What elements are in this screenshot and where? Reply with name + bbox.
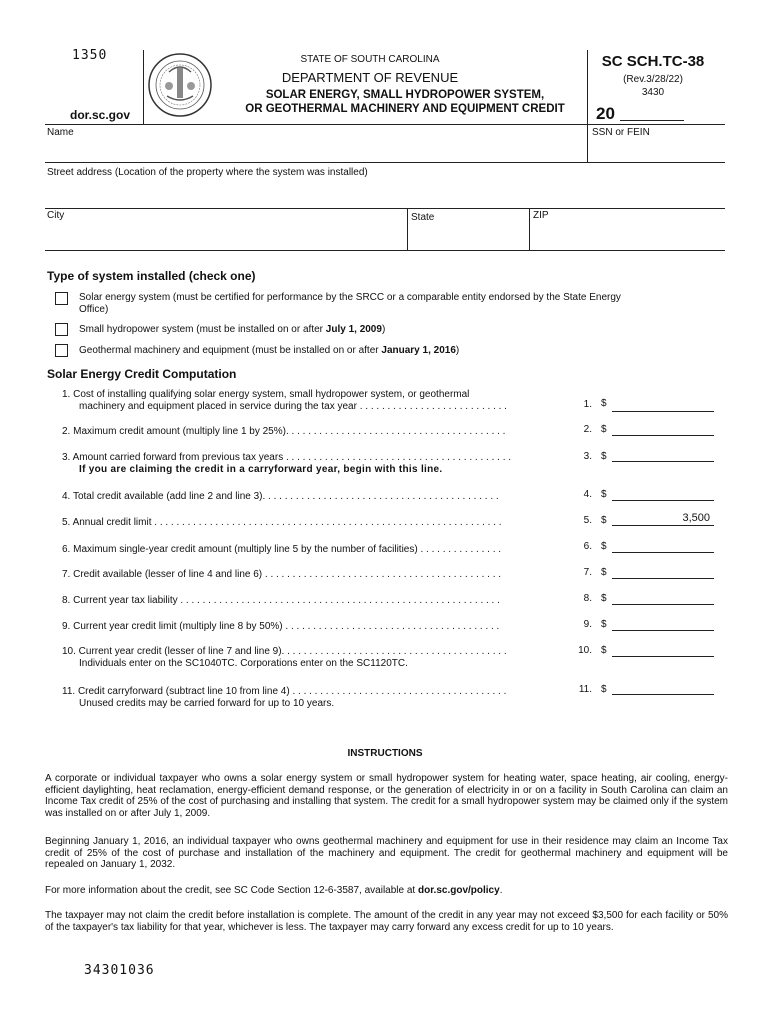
hydropower-date: July 1, 2009: [325, 324, 382, 335]
hydropower-option-label: [79, 324, 385, 335]
line-1-text2: machinery and equipment placed in service during the tax year . . . . . . . . . . . . . . . . . . . . . . . . . . .: [79, 401, 507, 412]
zip-label: ZIP: [533, 210, 549, 221]
city-label: City: [47, 210, 65, 221]
zip-field[interactable]: [533, 222, 723, 248]
state-seal-icon: [147, 52, 213, 118]
year-input[interactable]: [620, 120, 684, 121]
street-top-rule: [45, 162, 725, 163]
instructions-paragraph-3: [45, 885, 728, 897]
state-name: STATE OF SOUTH CAROLINA: [300, 54, 440, 65]
line-3-label: [62, 452, 511, 476]
line-7-input[interactable]: [612, 578, 714, 579]
line-3-text2: If you are claiming the credit in a carryforward year, begin with this line.: [79, 464, 443, 475]
solar-option-label: [79, 292, 719, 316]
line-5-label: 5. Annual credit limit . . . . . . . . . . . . . . . . . . . . . . . . . . . . . . . . . . . . . . . . . . . . . . . . . . . . . . . . . . . . . . .: [62, 517, 502, 528]
name-top-rule: [45, 124, 725, 125]
line-4-input[interactable]: [612, 500, 714, 501]
instructions-heading: INSTRUCTIONS: [347, 748, 423, 759]
line-11-number: 11.: [578, 684, 592, 695]
title-line2: OR GEOTHERMAL MACHINERY AND EQUIPMENT CREDIT: [245, 103, 565, 115]
line-3-text: 3. Amount carried forward from previous tax years . . . . . . . . . . . . . . . . . . . . . . . . . . . . . . . . . . . . . . . . .: [62, 452, 512, 463]
line-10-number: 10.: [578, 645, 592, 656]
website: dor.sc.gov: [70, 108, 131, 122]
city-field[interactable]: [47, 222, 402, 248]
line-9-input[interactable]: [612, 630, 714, 631]
name-field[interactable]: [47, 138, 587, 160]
instructions-paragraph-1: A corporate or individual taxpayer who owns a solar energy system or small hydropower system for heating water, space heating, air cooling, energy-efficient daylighting, heat reclamation, energy-efficient demand response, or the generation of electricity in or on a facility in South Carolina can claim an Income Tax credit of 25% of the cost of purchasing and installing that system. The credit for a small hydropower system may be claimed only if the system was installed on or after July 1, 2009.: [45, 773, 728, 819]
street-label: Street address (Location of the property where the system was installed): [47, 167, 368, 178]
line-7-dollar: $: [601, 567, 607, 578]
line-6-dollar: $: [601, 541, 607, 552]
geothermal-text: Geothermal machinery and equipment (must be installed on or after: [79, 345, 382, 356]
hydropower-checkbox[interactable]: [55, 323, 68, 336]
line-7-number: 7.: [583, 567, 592, 578]
p3-end: .: [499, 885, 503, 896]
ssn-label: SSN or FEIN: [592, 127, 650, 138]
line-10-label: [62, 646, 507, 670]
line-9-label: 9. Current year credit limit (multiply line 8 by 50%) . . . . . . . . . . . . . . . . . . . . . . . . . . . . . . . . . . . . . . .: [62, 621, 500, 632]
name-label: Name: [47, 127, 74, 138]
line-1-text: 1. Cost of installing qualifying solar energy system, small hydropower system, or geothermal: [62, 389, 470, 400]
line-4-label: 4. Total credit available (add line 2 and line 3). . . . . . . . . . . . . . . . . . . . . . . . . . . . . . . . . . . . . . . . . . .: [62, 491, 499, 502]
form-code-bottom: 34301036: [84, 963, 155, 978]
geothermal-checkbox[interactable]: [55, 344, 68, 357]
line-10-text2: Individuals enter on the SC1040TC. Corporations enter on the SC1120TC.: [79, 658, 408, 669]
line-3-input[interactable]: [612, 461, 714, 462]
line-1-label: [62, 389, 507, 413]
line-6-label: 6. Maximum single-year credit amount (multiply line 5 by the number of facilities) . . . . . . . . . . . . . . .: [62, 544, 502, 555]
department: DEPARTMENT OF REVENUE: [281, 70, 459, 85]
line-3-dollar: $: [601, 451, 607, 462]
line-5-input[interactable]: [612, 525, 714, 526]
geothermal-suffix: ): [455, 345, 460, 356]
line-9-number: 9.: [583, 619, 592, 630]
line-7-label: 7. Credit available (lesser of line 4 and line 6) . . . . . . . . . . . . . . . . . . . . . . . . . . . . . . . . . . . . . . . . . . .: [62, 569, 502, 580]
ssn-divider: [587, 124, 588, 162]
street-field[interactable]: [47, 180, 722, 206]
state-field[interactable]: [411, 224, 526, 248]
line-5-value: 3,500: [682, 512, 710, 524]
line-2-dollar: $: [601, 424, 607, 435]
line-6-input[interactable]: [612, 552, 714, 553]
form-title: [215, 88, 595, 116]
city-top-rule: [45, 208, 725, 209]
zip-divider: [529, 208, 530, 250]
line-11-text2: Unused credits may be carried forward for up to 10 years.: [79, 698, 335, 709]
solar-option-line2: Office): [79, 304, 109, 315]
line-8-number: 8.: [583, 593, 592, 604]
line-8-label: 8. Current year tax liability . . . . . . . . . . . . . . . . . . . . . . . . . . . . . . . . . . . . . . . . . . . . . . . . . . . . . . . . . .: [62, 595, 500, 606]
state-label: State: [411, 212, 435, 223]
line-8-input[interactable]: [612, 604, 714, 605]
line-2-input[interactable]: [612, 435, 714, 436]
line-5-dollar: $: [601, 515, 607, 526]
revision: (Rev.3/28/22): [623, 74, 683, 85]
line-9-dollar: $: [601, 619, 607, 630]
hydropower-suffix: ): [381, 324, 386, 335]
line-10-input[interactable]: [612, 656, 714, 657]
line-11-dollar: $: [601, 684, 607, 695]
line-11-text: 11. Credit carryforward (subtract line 10 from line 4) . . . . . . . . . . . . . . . . . . . . . . . . . . . . . . . . . . . . . . .: [62, 686, 507, 697]
line-5-number: 5.: [583, 515, 592, 526]
header-divider-right: [587, 50, 588, 124]
form-code-top: 1350: [72, 48, 108, 63]
line-2-label: 2. Maximum credit amount (multiply line 1 by 25%). . . . . . . . . . . . . . . . . . . . . . . . . . . . . . . . . . . . . . . .: [62, 426, 506, 437]
solar-option-line1: Solar energy system (must be certified for performance by the SRCC or a comparable entity endorsed by the State Energy: [79, 292, 621, 303]
line-3-number: 3.: [583, 451, 592, 462]
geothermal-date: January 1, 2016: [381, 345, 456, 356]
line-10-dollar: $: [601, 645, 607, 656]
line-1-number: 1.: [583, 399, 592, 410]
p3-text: For more information about the credit, see SC Code Section 12-6-3587, available at: [45, 885, 418, 896]
line-11-input[interactable]: [612, 694, 714, 695]
year-prefix: 20: [596, 104, 615, 123]
policy-link[interactable]: dor.sc.gov/policy: [417, 885, 500, 896]
line-4-dollar: $: [601, 489, 607, 500]
line-6-number: 6.: [583, 541, 592, 552]
instructions-paragraph-4: The taxpayer may not claim the credit before installation is complete. The amount of the credit in any year may not exceed $3,500 for each facility or 50% of the taxpayer's tax liability for that year, whichever is less. The taxpayer may carry forward any excess credit for up to 10 years.: [45, 910, 728, 933]
address-bottom-rule: [45, 250, 725, 251]
line-4-number: 4.: [583, 489, 592, 500]
hydropower-text: Small hydropower system (must be installed on or after: [79, 324, 326, 335]
line-10-text: 10. Current year credit (lesser of line 7 and line 9). . . . . . . . . . . . . . . . . . . . . . . . . . . . . . . . . . . . . . . . .: [62, 646, 507, 657]
computation-heading: Solar Energy Credit Computation: [47, 367, 237, 381]
header-divider-left: [143, 50, 144, 124]
line-11-label: [62, 686, 506, 710]
ssn-field[interactable]: [592, 138, 722, 160]
line-2-number: 2.: [583, 424, 592, 435]
title-line1: SOLAR ENERGY, SMALL HYDROPOWER SYSTEM,: [265, 89, 545, 101]
line-1-input[interactable]: [612, 411, 714, 412]
system-type-heading: Type of system installed (check one): [47, 269, 256, 283]
solar-checkbox[interactable]: [55, 292, 68, 305]
form-id: SC SCH.TC-38: [601, 53, 705, 70]
form-number: 3430: [641, 87, 665, 98]
instructions-paragraph-2: Beginning January 1, 2016, an individual taxpayer who owns geothermal machinery and equipment for use in their residence may claim an Income Tax credit of 25% of the cost of purchase and installation of the machinery and equipment. The credit for geothermal machinery and equipment will be repealed on January 1, 2032.: [45, 836, 728, 870]
line-1-dollar: $: [601, 398, 607, 409]
line-8-dollar: $: [601, 593, 607, 604]
state-divider: [407, 208, 408, 250]
geothermal-option-label: [79, 345, 459, 356]
